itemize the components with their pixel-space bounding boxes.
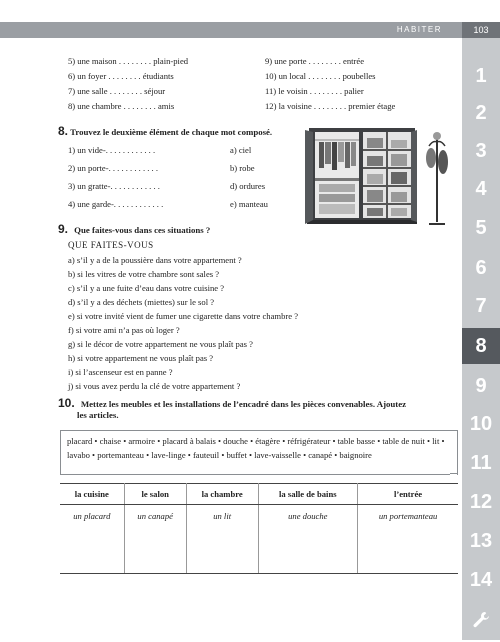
tab-11[interactable]: 11 (470, 452, 492, 474)
ex8-item-4: 4) une garde-. . . . . . . . . . . . (68, 199, 164, 209)
tab-1[interactable]: 1 (475, 65, 487, 87)
tab-9[interactable]: 9 (475, 375, 487, 397)
ex8-item-2: 2) un porte-. . . . . . . . . . . . (68, 163, 158, 173)
header-bathroom: la salle de bains (258, 484, 358, 505)
header-bar (0, 22, 462, 38)
ex8-item-3: 3) un gratte-. . . . . . . . . . . . (68, 181, 160, 191)
table-header-row (60, 484, 458, 505)
ex7-item-8: 8) une chambre . . . . . . . . amis (68, 101, 175, 111)
ex10-number: 10. (58, 396, 75, 410)
wardrobe-illustration (305, 128, 455, 228)
ex7-item-10: 10) un local . . . . . . . . poubelles (265, 71, 376, 81)
ex8-answer-b: b) robe (230, 163, 255, 173)
ex10-title-line2: les articles. (77, 410, 119, 420)
tab-8[interactable]: 8 (462, 328, 500, 364)
tab-10[interactable]: 10 (469, 413, 493, 435)
ex7-item-9: 9) une porte . . . . . . . . entrée (265, 56, 365, 66)
ex7-item-5: 5) une maison . . . . . . . . plain-pied (68, 56, 189, 66)
tab-12[interactable]: 12 (469, 491, 493, 513)
ex9-title: Que faites-vous dans ces situations ? (74, 225, 211, 235)
cell-kitchen[interactable]: un placard (60, 505, 124, 574)
ex9-item-a: a) s’il y a de la poussière dans votre appartement ? (68, 255, 242, 265)
table-row (60, 505, 458, 574)
tab-14[interactable]: 14 (469, 569, 493, 591)
ex8-answer-e: e) manteau (230, 199, 268, 209)
ex9-item-g: g) si le décor de votre appartement ne vous plaît pas ? (68, 339, 253, 349)
cell-bathroom[interactable]: une douche (258, 505, 358, 574)
cell-bedroom[interactable]: un lit (186, 505, 258, 574)
header-bedroom: la chambre (186, 484, 258, 505)
cell-entrance[interactable]: un portemanteau (358, 505, 458, 574)
wrench-icon[interactable] (462, 602, 500, 638)
ex9-heading (58, 222, 210, 236)
header-living-room: le salon (124, 484, 186, 505)
ex9-item-d: d) s’il y a des déchets (miettes) sur le sol ? (68, 297, 215, 307)
vocabulary-list: placard • chaise • armoire • placard à balais • douche • étagère • réfrigérateur • table basse • table de nuit • lit • lavabo • portemanteau • lave-linge • fauteuil • buffet • lave-vaisselle • canapé • baignoire (67, 436, 445, 460)
rooms-table (60, 483, 458, 574)
ex8-answer-a: a) ciel (230, 145, 252, 155)
ex9-item-j: j) si vous avez perdu la clé de votre appartement ? (68, 381, 241, 391)
ex9-item-i: i) si l’ascenseur est en panne ? (68, 367, 173, 377)
ex8-number: 8. (58, 124, 69, 138)
box-corner (450, 466, 458, 474)
ex9-subtitle: QUE FAITES-VOUS (68, 240, 154, 250)
ex9-item-h: h) si votre appartement ne vous plaît pas ? (68, 353, 214, 363)
ex9-item-c: c) s’il y a une fuite d’eau dans votre cuisine ? (68, 283, 225, 293)
page-number: 103 (462, 22, 500, 38)
tab-7[interactable]: 7 (475, 295, 487, 317)
tab-13[interactable]: 13 (469, 530, 493, 552)
ex9-item-e: e) si votre invité vient de fumer une cigarette dans votre chambre ? (68, 311, 299, 321)
ex9-number: 9. (58, 222, 69, 236)
header-kitchen: la cuisine (60, 484, 124, 505)
ex9-item-f: f) si votre ami n’a pas où loger ? (68, 325, 180, 335)
ex8-item-1: 1) un vide-. . . . . . . . . . . . (68, 145, 156, 155)
ex8-title: Trouvez le deuxième élément de chaque mot composé. (70, 127, 273, 137)
ex7-item-12: 12) la voisine . . . . . . . . premier étage (265, 101, 396, 111)
tab-2[interactable]: 2 (475, 102, 487, 124)
box-divider (60, 474, 450, 475)
vocabulary-box (60, 430, 458, 475)
ex7-item-11: 11) le voisin . . . . . . . . palier (265, 86, 364, 96)
cell-living-room[interactable]: un canapé (124, 505, 186, 574)
ex7-item-7: 7) une salle . . . . . . . . séjour (68, 86, 166, 96)
tab-3[interactable]: 3 (475, 140, 487, 162)
tab-4[interactable]: 4 (475, 178, 487, 200)
ex10-title-line1: Mettez les meubles et les installations de l’encadré dans les pièces convenables. Ajoutez (80, 399, 407, 409)
section-title: HABITER (396, 25, 442, 34)
chapter-tabs (462, 38, 500, 640)
ex10-heading (58, 396, 406, 410)
ex8-answer-d: d) ordures (230, 181, 266, 191)
tab-5[interactable]: 5 (475, 217, 487, 239)
ex9-item-b: b) si les vitres de votre chambre sont sales ? (68, 269, 220, 279)
ex7-item-6: 6) un foyer . . . . . . . . étudiants (68, 71, 174, 81)
tab-6[interactable]: 6 (475, 257, 487, 279)
header-entrance: l’entrée (358, 484, 458, 505)
ex8-heading (58, 124, 272, 138)
